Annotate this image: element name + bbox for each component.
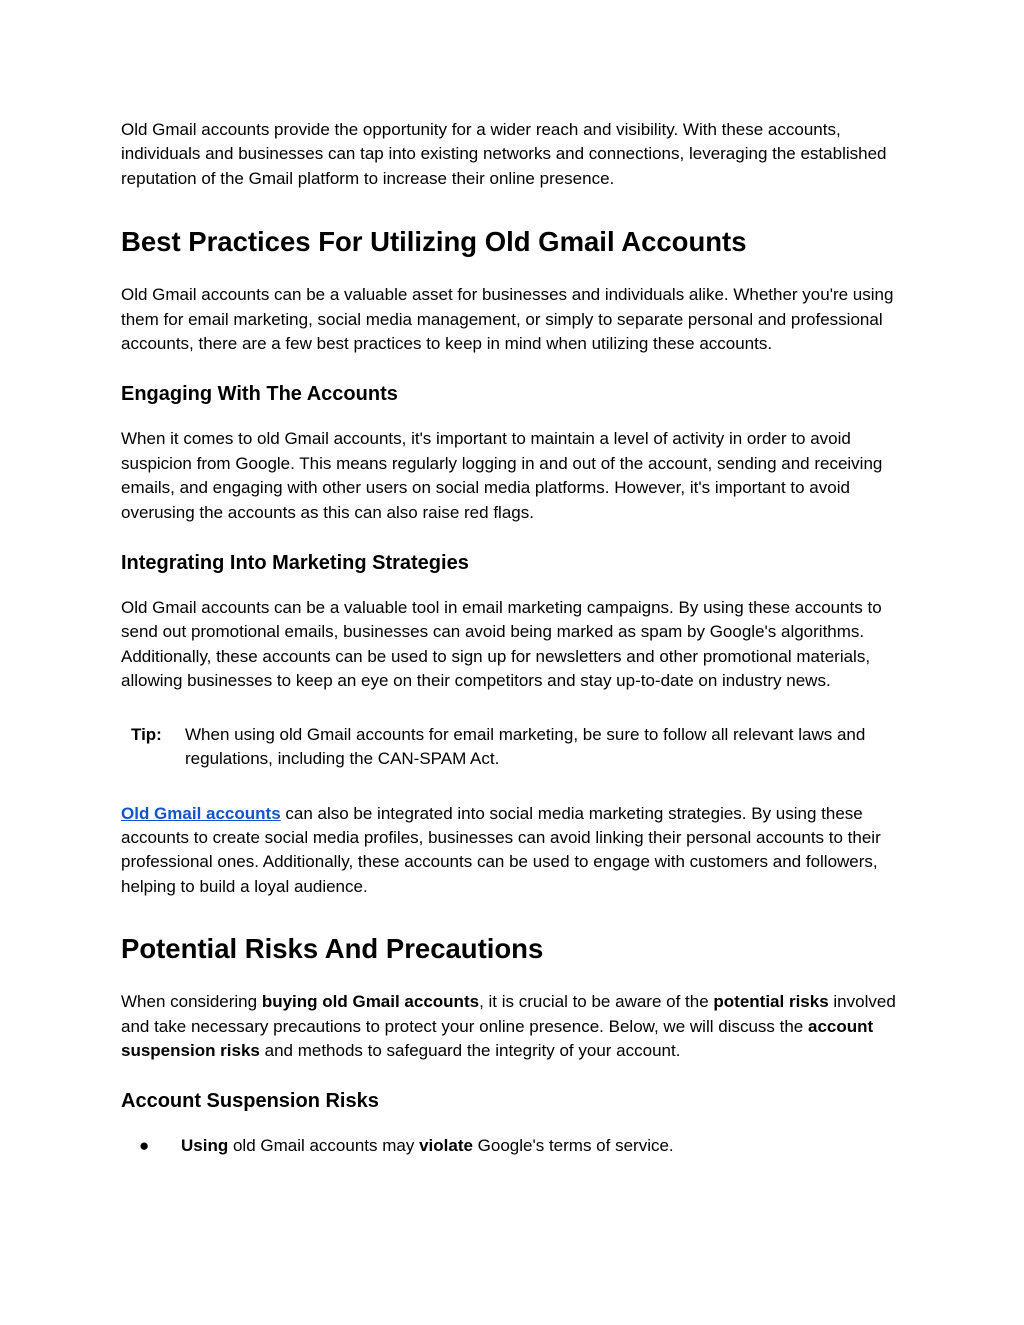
document-content <box>121 118 911 1159</box>
social-media-paragraph <box>121 802 911 900</box>
bullet-bold-violate: violate <box>419 1136 473 1156</box>
heading-integrating: Integrating Into Marketing Strategies <box>121 552 469 575</box>
integrating-paragraph: Old Gmail accounts can be a valuable tool in email marketing campaigns. By using these accounts to send out promotional emails, businesses can avoid being marked as spam by Google's algorithms. Additionally, these accounts can be used to sign up for newsletters and other promotional materials, allowing businesses to keep an eye on their competitors and stay up-to-date on industry news. <box>121 598 882 691</box>
risks-text-e: involved and take necessary precautions to protect your online presence. Below, we will discuss the <box>121 992 896 1036</box>
risks-bold-buying: buying old Gmail accounts <box>261 992 480 1012</box>
risks-bold-potential: potential risks <box>713 992 829 1012</box>
heading-best-practices: Best Practices For Utilizing Old Gmail Accounts <box>121 226 747 258</box>
risks-text-c: , it is crucial to be aware of the <box>479 992 714 1012</box>
social-media-text: can also be integrated into social media marketing strategies. By using these accounts to create social media profiles, businesses can avoid linking their personal accounts to their professional ones. Additionally, these accounts can be used to engage with customers and followers, helping to build a loyal audience. <box>121 803 881 896</box>
heading-engaging: Engaging With The Accounts <box>121 383 398 406</box>
heading-account-suspension: Account Suspension Risks <box>121 1090 379 1113</box>
tip-text: When using old Gmail accounts for email marketing, be sure to follow all relevant laws and regulations, including the CAN-SPAM Act. <box>185 724 866 769</box>
intro-paragraph: Old Gmail accounts provide the opportunity for a wider reach and visibility. With these accounts, individuals and businesses can tap into existing networks and connections, leveraging the established reputation of the Gmail platform to increase their online presence. <box>121 120 887 188</box>
bullet-text-d: Google's terms of service. <box>472 1136 674 1156</box>
risks-text-a: When considering <box>121 992 262 1012</box>
engaging-paragraph: When it comes to old Gmail accounts, it's important to maintain a level of activity in order to avoid suspicion from Google. This means regularly logging in and out of the account, sending and receiving emails, and engaging with other users on social media platforms. However, it's important to avoid overusing the accounts as this can also raise red flags. <box>121 429 883 522</box>
heading-potential-risks: Potential Risks And Precautions <box>121 933 544 965</box>
bullet-bold-using: Using <box>181 1136 229 1156</box>
bullet-text-b: old Gmail accounts may <box>228 1136 420 1156</box>
list-item-text <box>181 1134 674 1158</box>
best-practices-paragraph: Old Gmail accounts can be a valuable asset for businesses and individuals alike. Whether you're using them for email marketing, social media management, or simply to separate personal and professional accounts, there are a few best practices to keep in mind when utilizing these accounts. <box>121 285 894 354</box>
bullet-dot: ● <box>139 1136 150 1156</box>
list-item <box>121 1134 911 1158</box>
old-gmail-accounts-link[interactable]: Old Gmail accounts <box>121 803 281 823</box>
tip-label: Tip: <box>131 724 162 744</box>
risks-bold-suspension: account suspension risks <box>121 1016 874 1060</box>
tip-callout <box>121 723 911 772</box>
risks-paragraph <box>121 990 911 1063</box>
risks-text-g: and methods to safeguard the integrity of your account. <box>259 1040 681 1060</box>
